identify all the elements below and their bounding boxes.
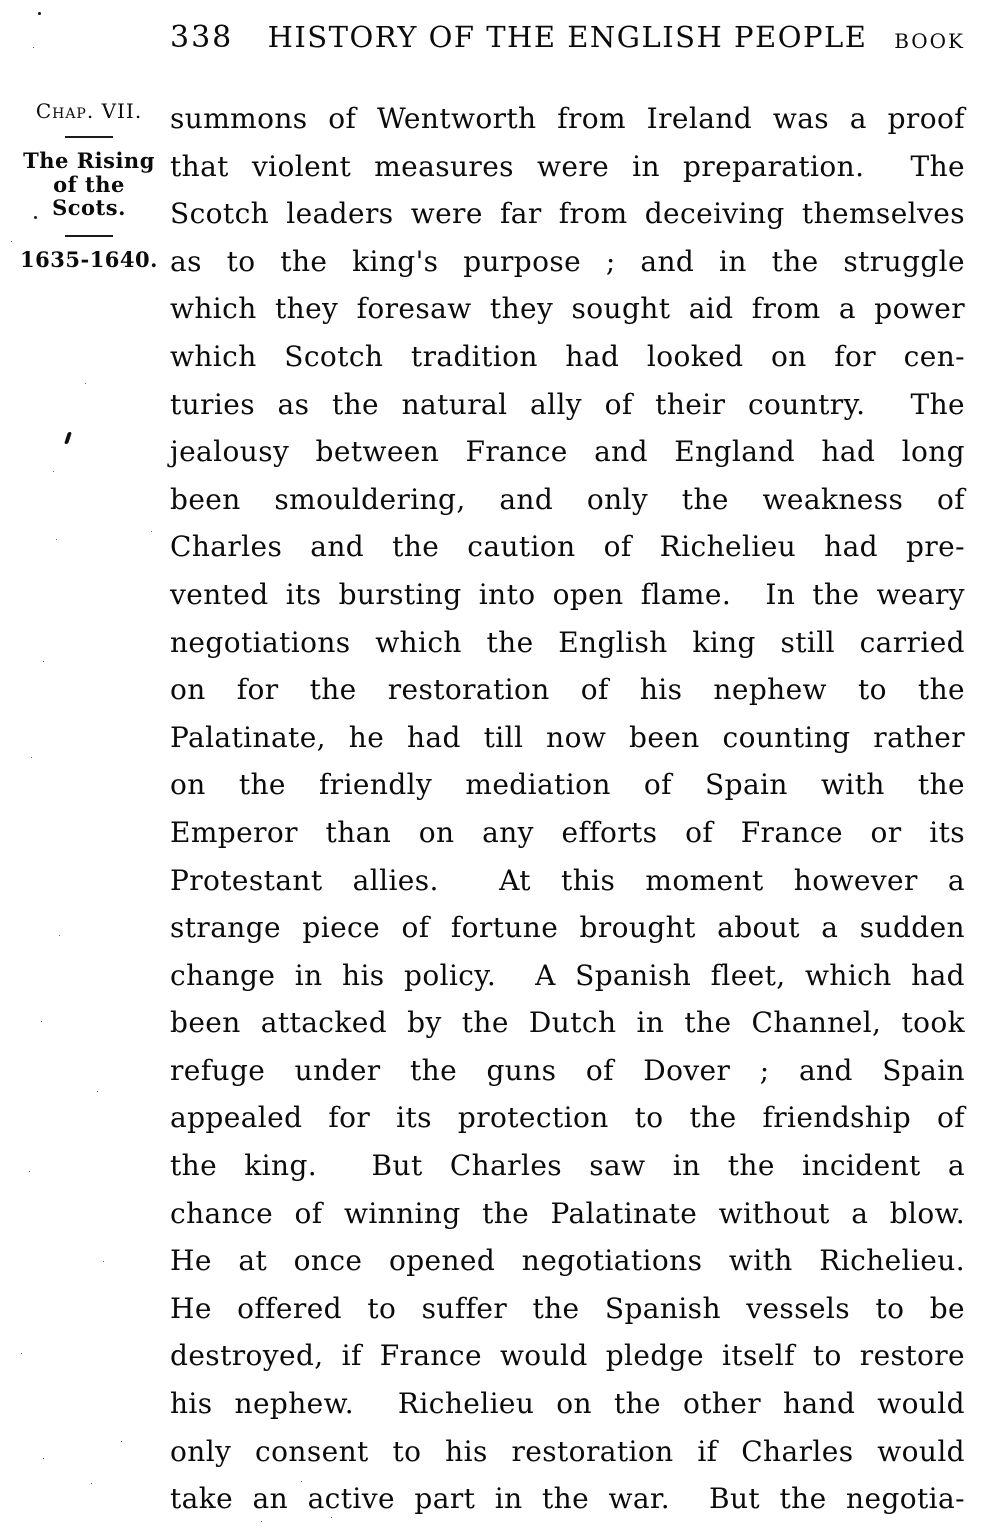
- text-line: negotiations which the English king still carried: [170, 625, 965, 659]
- scan-artifact-mark: [64, 432, 72, 444]
- text-line: take an active part in the war. But the negotia-: [170, 1482, 965, 1516]
- chapter-label: Chap. VII.: [35, 99, 143, 123]
- text-line: on for the restoration of his nephew to the: [170, 673, 965, 707]
- text-line: He offered to suffer the Spanish vessels to be: [170, 1291, 965, 1325]
- text-line: turies as the natural ally of their country. The: [170, 387, 965, 421]
- margin-notes: [16, 99, 162, 272]
- text-line: chance of winning the Palatinate without a blow.: [170, 1196, 965, 1230]
- text-line: been attacked by the Dutch in the Channel, took: [170, 1006, 965, 1040]
- date-range-label: 1635-1640.: [20, 246, 158, 272]
- scan-speckles: [38, 12, 41, 15]
- section-title-line: Scots.: [52, 195, 126, 220]
- text-line: Charles and the caution of Richelieu had pre-: [170, 530, 965, 564]
- running-header: [170, 20, 965, 55]
- text-line: strange piece of fortune brought about a sudden: [170, 911, 965, 945]
- section-title-line: of the: [53, 171, 125, 197]
- text-line: that violent measures were in preparation. The: [170, 149, 965, 183]
- text-line: jealousy between France and England had long: [170, 435, 965, 469]
- text-line: vented its bursting into open flame. In the weary: [170, 577, 965, 611]
- text-line: which they foresaw they sought aid from a power: [170, 292, 965, 326]
- text-line: been smouldering, and only the weakness of: [170, 482, 965, 516]
- text-line: as to the king's purpose ; and in the struggle: [170, 244, 965, 278]
- text-line: destroyed, if France would pledge itself to restore: [170, 1339, 965, 1373]
- page-title: HISTORY OF THE ENGLISH PEOPLE: [267, 20, 868, 54]
- text-line: Protestant allies. At this moment however a: [170, 863, 965, 897]
- text-line: the king. But Charles saw in the incident a: [170, 1149, 965, 1183]
- text-line: on the friendly mediation of Spain with the: [170, 768, 965, 802]
- text-line: which Scotch tradition had looked on for cen-: [170, 339, 965, 373]
- page-number: 338: [170, 20, 234, 55]
- section-title-line: The Rising: [23, 148, 155, 173]
- text-line: only consent to his restoration if Charles would: [170, 1434, 965, 1468]
- body-text-block: [170, 95, 965, 1523]
- text-line: refuge under the guns of Dover ; and Spain: [170, 1053, 965, 1087]
- text-line: summons of Wentworth from Ireland was a proof: [170, 102, 965, 135]
- section-title: [16, 149, 162, 220]
- text-line: Emperor than on any efforts of France or its: [170, 815, 965, 849]
- text-line: He at once opened negotiations with Richelieu.: [170, 1244, 965, 1278]
- running-book-label: BOOK: [894, 29, 965, 53]
- text-line: Scotch leaders were far from deceiving themselves: [170, 197, 965, 231]
- margin-divider-rule: [65, 136, 113, 138]
- text-line: his nephew. Richelieu on the other hand would: [170, 1387, 965, 1421]
- text-line: appealed for its protection to the friendship of: [170, 1101, 965, 1135]
- margin-divider-rule: [65, 235, 113, 237]
- text-line: Palatinate, he had till now been counting rather: [170, 720, 965, 754]
- text-line: change in his policy. A Spanish fleet, which had: [170, 958, 965, 992]
